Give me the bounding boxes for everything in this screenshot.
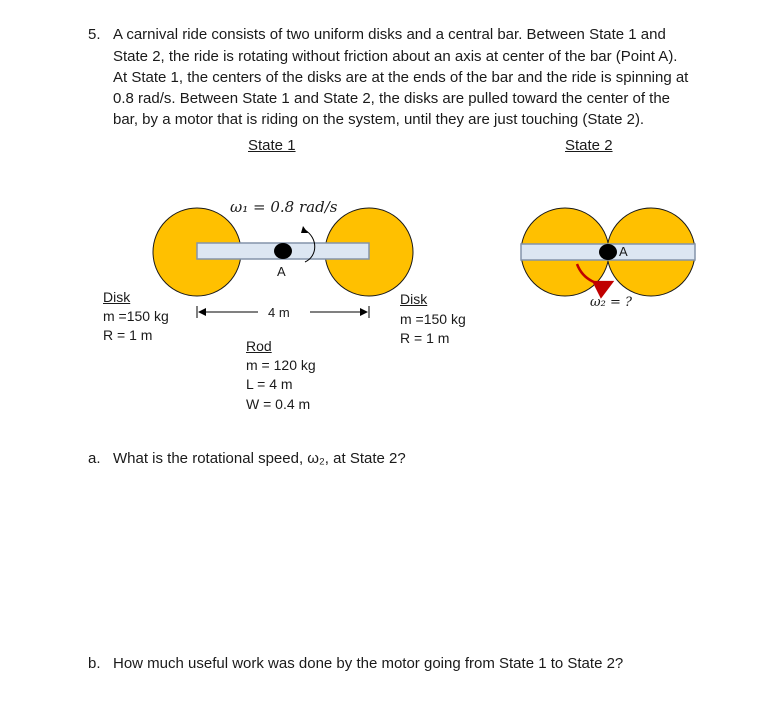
rod-title: Rod (246, 338, 272, 354)
state1-title: State 1 (248, 137, 296, 154)
state1-pivot-point (274, 243, 292, 259)
left-disk-mass: m =150 kg (103, 308, 169, 324)
question-a-letter: a. (88, 450, 101, 467)
state2-title: State 2 (565, 137, 613, 154)
rod-length: L = 4 m (246, 376, 293, 392)
right-disk-mass: m =150 kg (400, 311, 466, 327)
question-b-letter: b. (88, 655, 101, 672)
problem-line-1: A carnival ride consists of two uniform disks and a central bar. Between State 1 and (113, 26, 666, 43)
problem-line-2: State 2, the ride is rotating without friction about an axis at center of the bar (Point A). (113, 48, 678, 65)
question-b-text: How much useful work was done by the motor going from State 1 to State 2? (113, 655, 624, 672)
state2-pivot-label: A (619, 244, 628, 259)
left-disk-title: Disk (103, 289, 131, 305)
problem-line-4: 0.8 rad/s. Between State 1 and State 2, the disks are pulled toward the center of the (113, 90, 671, 107)
rod-mass: m = 120 kg (246, 357, 316, 373)
right-disk-radius: R = 1 m (400, 330, 450, 346)
question-a-text: What is the rotational speed, ω₂, at State 2? (113, 450, 406, 467)
state2-pivot-point (599, 244, 617, 260)
state1-pivot-label: A (277, 264, 286, 279)
problem-number: 5. (88, 26, 101, 43)
dimension-label: 4 m (268, 305, 290, 320)
problem-line-5: bar, by a motor that is riding on the system, until they are just touching (State 2). (113, 111, 645, 128)
left-disk-radius: R = 1 m (103, 327, 153, 343)
state2-omega-label: ω₂ = ? (590, 295, 632, 310)
rod-width: W = 0.4 m (246, 396, 311, 412)
state1-omega-label: ω₁ = 0.8 rad/s (230, 198, 338, 216)
right-disk-title: Disk (400, 291, 428, 307)
problem-line-3: At State 1, the centers of the disks are at the ends of the bar and the ride is spinning at (113, 69, 689, 86)
